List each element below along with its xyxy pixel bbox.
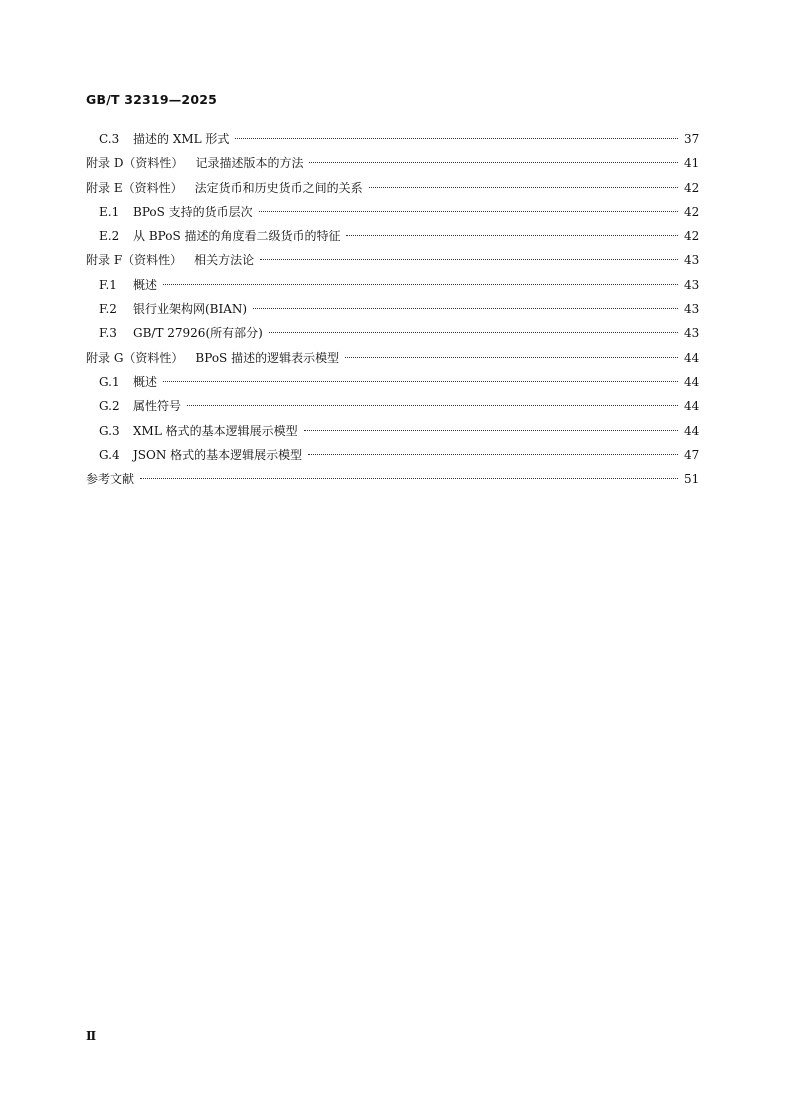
toc-entry-code: E.2 bbox=[99, 229, 120, 244]
toc-entry-code: G.2 bbox=[99, 399, 120, 414]
dot-leader bbox=[235, 138, 678, 139]
toc-entry-title: 参考文献 bbox=[86, 472, 135, 487]
toc-entry[interactable] bbox=[86, 176, 698, 200]
toc-entry[interactable] bbox=[86, 224, 698, 248]
toc-entry-title: 相关方法论 bbox=[194, 253, 255, 268]
toc-entry[interactable] bbox=[86, 467, 698, 491]
toc-entry-page: 47 bbox=[684, 447, 700, 462]
toc-entry-code: C.3 bbox=[99, 132, 120, 146]
toc-entry[interactable] bbox=[86, 443, 698, 467]
toc-entry-page: 44 bbox=[684, 399, 700, 414]
toc-entry-page: 42 bbox=[684, 204, 700, 219]
toc-entry-title: 描述的 XML 形式 bbox=[133, 132, 230, 146]
toc-entry[interactable] bbox=[86, 273, 698, 297]
toc-entry[interactable] bbox=[86, 200, 698, 224]
toc-entry-page: 51 bbox=[684, 472, 700, 487]
toc-entry-title: 概述 bbox=[133, 277, 158, 292]
toc-entry-code: F.1 bbox=[99, 277, 117, 292]
toc-entry-page: 43 bbox=[684, 277, 700, 292]
toc-entry-page: 44 bbox=[684, 374, 700, 389]
dot-leader bbox=[260, 259, 678, 260]
toc-entry-title: 属性符号 bbox=[133, 399, 182, 414]
dot-leader bbox=[346, 235, 678, 236]
dot-leader bbox=[163, 284, 678, 285]
toc-entry-code: G.3 bbox=[99, 423, 120, 438]
toc-entry-code: G.4 bbox=[99, 447, 120, 462]
toc-entry-page: 44 bbox=[684, 423, 700, 438]
toc-entry[interactable] bbox=[86, 321, 698, 345]
toc-entry-code: 附录 G（资料性） bbox=[86, 350, 184, 365]
toc-entry-page: 43 bbox=[684, 326, 700, 341]
dot-leader bbox=[253, 308, 678, 309]
toc-entry-code: 附录 D（资料性） bbox=[86, 156, 184, 171]
toc-entry-code: 附录 E（资料性） bbox=[86, 180, 183, 195]
toc-entry[interactable] bbox=[86, 346, 698, 370]
standard-number: GB/T 32319—2025 bbox=[86, 92, 218, 107]
toc-entry-page: 44 bbox=[684, 350, 700, 365]
toc-entry-code: G.1 bbox=[99, 374, 120, 389]
dot-leader bbox=[304, 430, 678, 431]
dot-leader bbox=[140, 478, 678, 479]
dot-leader bbox=[309, 162, 678, 163]
table-of-contents bbox=[86, 127, 698, 491]
toc-entry-title: JSON 格式的基本逻辑展示模型 bbox=[133, 447, 303, 462]
toc-entry-title: 从 BPoS 描述的角度看二级货币的特征 bbox=[133, 229, 341, 244]
toc-entry[interactable] bbox=[86, 394, 698, 418]
toc-entry-page: 43 bbox=[684, 302, 700, 317]
toc-entry-code: F.3 bbox=[99, 326, 117, 341]
dot-leader bbox=[269, 332, 678, 333]
toc-entry-title: GB/T 27926(所有部分) bbox=[133, 326, 263, 341]
dot-leader bbox=[369, 187, 678, 188]
page-number: Ⅱ bbox=[86, 1029, 97, 1043]
dot-leader bbox=[259, 211, 678, 212]
toc-entry-code: F.2 bbox=[99, 302, 117, 317]
toc-entry-page: 43 bbox=[684, 253, 700, 268]
toc-entry-title: BPoS 描述的逻辑表示模型 bbox=[195, 350, 340, 365]
toc-entry-page: 42 bbox=[684, 180, 700, 195]
toc-entry-code: 附录 F（资料性） bbox=[86, 253, 183, 268]
toc-entry-page: 41 bbox=[684, 156, 700, 171]
toc-entry-page: 42 bbox=[684, 229, 700, 244]
toc-entry-title: 概述 bbox=[133, 374, 158, 389]
toc-entry-title: BPoS 支持的货币层次 bbox=[133, 204, 253, 219]
toc-entry-page: 37 bbox=[684, 132, 700, 146]
toc-entry[interactable] bbox=[86, 127, 698, 151]
toc-entry-title: XML 格式的基本逻辑展示模型 bbox=[133, 423, 298, 438]
toc-entry-title: 银行业架构网(BIAN) bbox=[133, 302, 248, 317]
toc-entry-title: 法定货币和历史货币之间的关系 bbox=[194, 180, 363, 195]
dot-leader bbox=[308, 454, 678, 455]
toc-entry[interactable] bbox=[86, 370, 698, 394]
toc-entry[interactable] bbox=[86, 297, 698, 321]
toc-entry-code: E.1 bbox=[99, 204, 120, 219]
dot-leader bbox=[187, 405, 678, 406]
toc-entry-title: 记录描述版本的方法 bbox=[195, 156, 304, 171]
dot-leader bbox=[163, 381, 678, 382]
toc-entry[interactable] bbox=[86, 248, 698, 272]
toc-entry[interactable] bbox=[86, 151, 698, 175]
toc-entry[interactable] bbox=[86, 419, 698, 443]
dot-leader bbox=[345, 357, 678, 358]
